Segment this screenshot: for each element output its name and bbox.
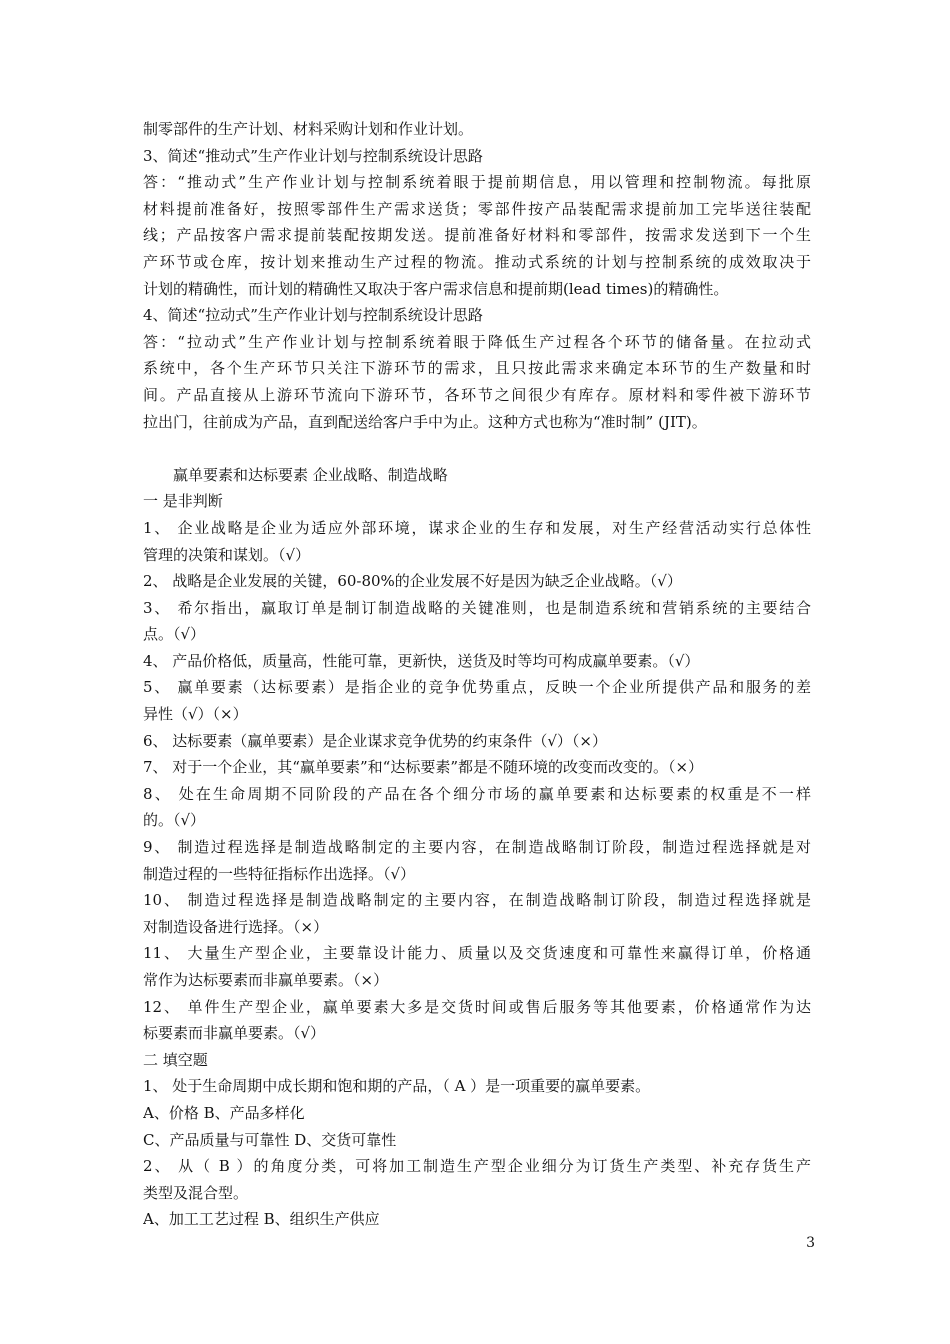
text-line: 答：“拉动式”生产作业计划与控制系统着眼于降低生产过程各个环节的储备量。在拉动式 <box>143 332 811 351</box>
option-line: A、加工工艺过程 B、组织生产供应 <box>143 1210 380 1229</box>
text-line: 常作为达标要素而非赢单要素。（×） <box>143 971 389 989</box>
text-line: 9、 制造过程选择是制造战略制定的主要内容，在制造战略制订阶段，制造过程选择就是对 <box>143 838 811 857</box>
text-line: 制造过程的一些特征指标作出选择。（√） <box>143 864 416 883</box>
question-heading: 4、简述“拉动式”生产作业计划与控制系统设计思路 <box>143 306 483 325</box>
option-line: C、产品质量与可靠性 D、交货可靠性 <box>143 1130 397 1149</box>
text-line: 间。产品直接从上游环节流向下游环节，各环节之间很少有库存。原材料和零件被下游环节 <box>143 385 811 404</box>
text-line: 5、 赢单要素（达标要素）是指企业的竞争优势重点，反映一个企业所提供产品和服务的差 <box>143 678 811 697</box>
text-line: 类型及混合型。 <box>143 1183 249 1202</box>
text-line: 拉出门，往前成为产品，直到配送给客户手中为止。这种方式也称为“准时制” (JIT)。 <box>143 412 707 431</box>
blank-line <box>143 435 811 462</box>
text-line: 4、 产品价格低，质量高，性能可靠，更新快，送货及时等均可构成赢单要素。（√） <box>143 651 700 670</box>
text-line: 答：“推动式”生产作业计划与控制系统着眼于提前期信息，用以管理和控制物流。每批原 <box>143 173 811 192</box>
section-heading: 二 填空题 <box>143 1050 208 1069</box>
text-line: 8、 处在生命周期不同阶段的产品在各个细分市场的赢单要素和达标要素的权重是不一样 <box>143 784 811 803</box>
text-line: 系统中，各个生产环节只关注下游环节的需求，且只按此需求来确定本环节的生产数量和时 <box>143 359 811 378</box>
text-line: 制零部件的生产计划、材料采购计划和作业计划。 <box>143 120 474 138</box>
text-line: 12、 单件生产型企业，赢单要素大多是交货时间或售后服务等其他要素，价格通常作为达 <box>143 997 811 1016</box>
text-line: 管理的决策和谋划。（√） <box>143 545 311 564</box>
text-line: 6、 达标要素（赢单要素）是企业谋求竞争优势的约束条件（√）（×） <box>143 731 607 750</box>
text-line: 计划的精确性，而计划的精确性又取决于客户需求信息和提前期(lead times)的精确性。 <box>143 279 729 298</box>
text-line: 1、 处于生命周期中成长期和饱和期的产品，（ A ）是一项重要的赢单要素。 <box>143 1077 651 1096</box>
option-line: A、价格 B、产品多样化 <box>143 1103 305 1122</box>
text-line: 2、 战略是企业发展的关键，60-80%的企业发展不好是因为缺乏企业战略。（√） <box>143 572 682 591</box>
text-line: 线；产品按客户需求提前装配按期发送。提前准备好材料和零部件，按需求发送到下一个生 <box>143 226 811 245</box>
text-line: 2、 从（ B ）的角度分类，可将加工制造生产型企业细分为订货生产类型、补充存货生产 <box>143 1157 811 1176</box>
question-heading: 3、简述“推动式”生产作业计划与控制系统设计思路 <box>143 146 483 165</box>
text-line: 材料提前准备好，按照零部件生产需求送货；零部件按产品装配需求提前加工完毕送往装配 <box>143 199 811 218</box>
text-line: 点。（√） <box>143 625 206 644</box>
text-line: 7、 对于一个企业，其“赢单要素”和“达标要素”都是不随环境的改变而改变的。（×） <box>143 758 704 777</box>
text-line: 对制造设备进行选择。（×） <box>143 917 329 936</box>
text-line: 3、 希尔指出，赢取订单是制订制造战略的关键准则，也是制造系统和营销系统的主要结合 <box>143 598 811 617</box>
text-line: 10、 制造过程选择是制造战略制定的主要内容，在制造战略制订阶段，制造过程选择就是 <box>143 891 811 910</box>
text-line: 的。（√） <box>143 811 206 830</box>
section-title: 赢单要素和达标要素 企业战略、制造战略 <box>173 465 448 484</box>
text-line: 异性（√）（×） <box>143 705 248 724</box>
text-line: 标要素而非赢单要素。（√） <box>143 1024 326 1043</box>
document-body <box>143 116 811 1233</box>
text-line: 1、 企业战略是企业为适应外部环境，谋求企业的生存和发展，对生产经营活动实行总体性 <box>143 518 811 537</box>
text-line: 产环节或仓库，按计划来推动生产过程的物流。推动式系统的计划与控制系统的成效取决于 <box>143 252 811 271</box>
section-heading: 一 是非判断 <box>143 492 223 511</box>
text-line: 11、 大量生产型企业，主要靠设计能力、质量以及交货速度和可靠性来赢得订单，价格通 <box>143 944 811 963</box>
page-number: 3 <box>806 1235 815 1251</box>
